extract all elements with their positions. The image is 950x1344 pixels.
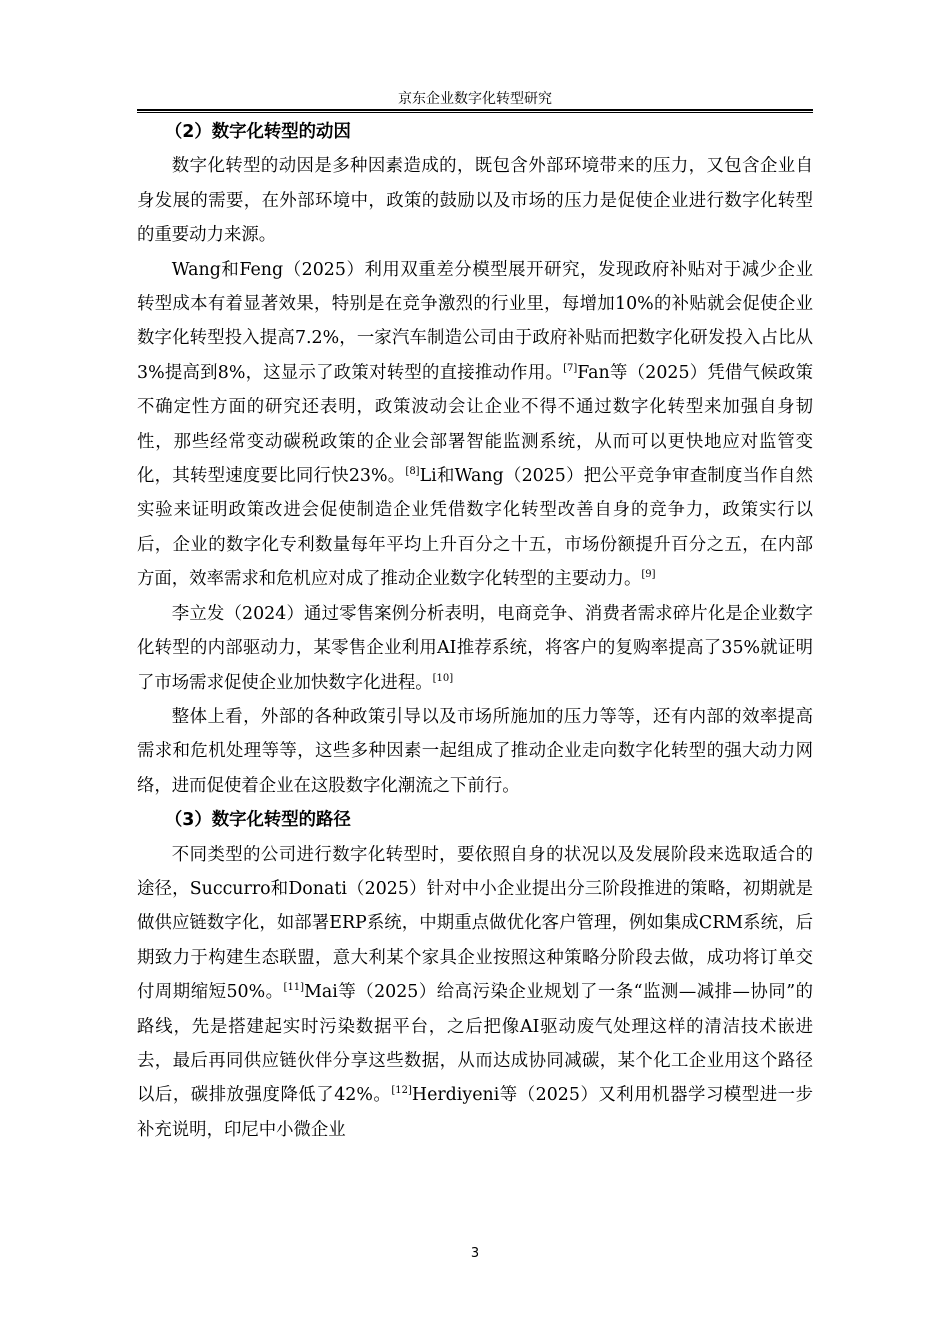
running-header-title: 京东企业数字化转型研究	[398, 91, 552, 107]
paragraph-motivation-summary: 整体上看，外部的各种政策引导以及市场所施加的压力等等，还有内部的效率提高需求和危机处理等等，这些多种因素一起组成了推动企业走向数字化转型的强大动力网络，进而促使着企业在这股数字化潮流之下前行。	[137, 706, 813, 796]
document-body	[137, 115, 813, 1147]
paragraph-text: Mai等（2025）给高污染企业规划了一条“监测—减排—协同”的路线，先是搭建起实时污染数据平台，之后把像AI驱动废气处理这样的清洁技术嵌进去，最后再同供应链伙伴分享这些数据，从而达成协同减碳，某个化工企业用这个路径以后，碳排放强度降低了42%。	[137, 982, 814, 1106]
page-number: 3	[470, 1246, 480, 1261]
paragraph-text: 李立发（2024）通过零售案例分析表明，电商竞争、消费者需求碎片化是企业数字化转型的内部驱动力，某零售企业利用AI推荐系统，将客户的复购率提高了35%就证明了市场需求促使企业加快数字化进程。	[137, 603, 813, 693]
citation-11: [11]	[283, 982, 305, 994]
citation-12: [12]	[391, 1085, 412, 1097]
paragraph-text: Herdiyeni等（2025）又利用机器学习模型进一步补充说明，印尼中小微企业	[137, 1085, 814, 1140]
paragraph-text: Li和Wang（2025）把公平竞争审查制度当作自然实验来证明政策改进会促使制造企业凭借数字化转型改善自身的竞争力，政策实行以后，企业的数字化专利数量每年平均上升百分之十五，市场份额提升百分之五，在内部方面，效率需求和危机应对成了推动企业数字化转型的主要动力。	[137, 466, 814, 590]
paragraph-paths	[137, 838, 813, 1148]
paragraph-motivation-intro: 数字化转型的动因是多种因素造成的，既包含外部环境带来的压力，又包含企业自身发展的需要，在外部环境中，政策的鼓励以及市场的压力是促使企业进行数字化转型的重要动力来源。	[137, 156, 813, 246]
header-divider	[137, 109, 813, 113]
paragraph-retail-case	[137, 597, 813, 700]
citation-7: [7]	[563, 363, 578, 375]
section-heading-paths: （3）数字化转型的路径	[164, 810, 351, 831]
paragraph-policy-evidence	[137, 253, 813, 597]
citation-8: [8]	[405, 466, 420, 478]
paragraph-text: Fan等（2025）凭借气候政策不确定性方面的研究还表明，政策波动会让企业不得不通过数字化转型来加强自身韧性，那些经常变动碳税政策的企业会部署智能监测系统，从而可以更快地应对监管变化，其转型速度要比同行快23%。	[137, 362, 813, 487]
section-heading-motivation: （2）数字化转型的动因	[164, 122, 351, 142]
citation-10: [10]	[432, 672, 454, 684]
paragraph-text: Wang和Feng（2025）利用双重差分模型展开研究，发现政府补贴对于减少企业转型成本有着显著效果，特别是在竞争激烈的行业里，每增加10%的补贴就会促使企业数字化转型投入提高7.2%，一家汽车制造公司由于政府补贴而把数字化研发投入占比从3%提高到8%，这显示了政策对转型的直接推动作用。	[137, 259, 813, 383]
paragraph-text: 不同类型的公司进行数字化转型时，要依照自身的状况以及发展阶段来选取适合的途径，Succurro和Donati（2025）针对中小企业提出分三阶段推进的策略，初期就是做供应链数字化，如部署ERP系统，中期重点做优化客户管理，例如集成CRM系统，后期致力于构建生态联盟，意大利某个家具企业按照这种策略分阶段去做，成功将订单交付周期缩短50%。	[137, 844, 813, 1003]
citation-9: [9]	[641, 569, 656, 581]
